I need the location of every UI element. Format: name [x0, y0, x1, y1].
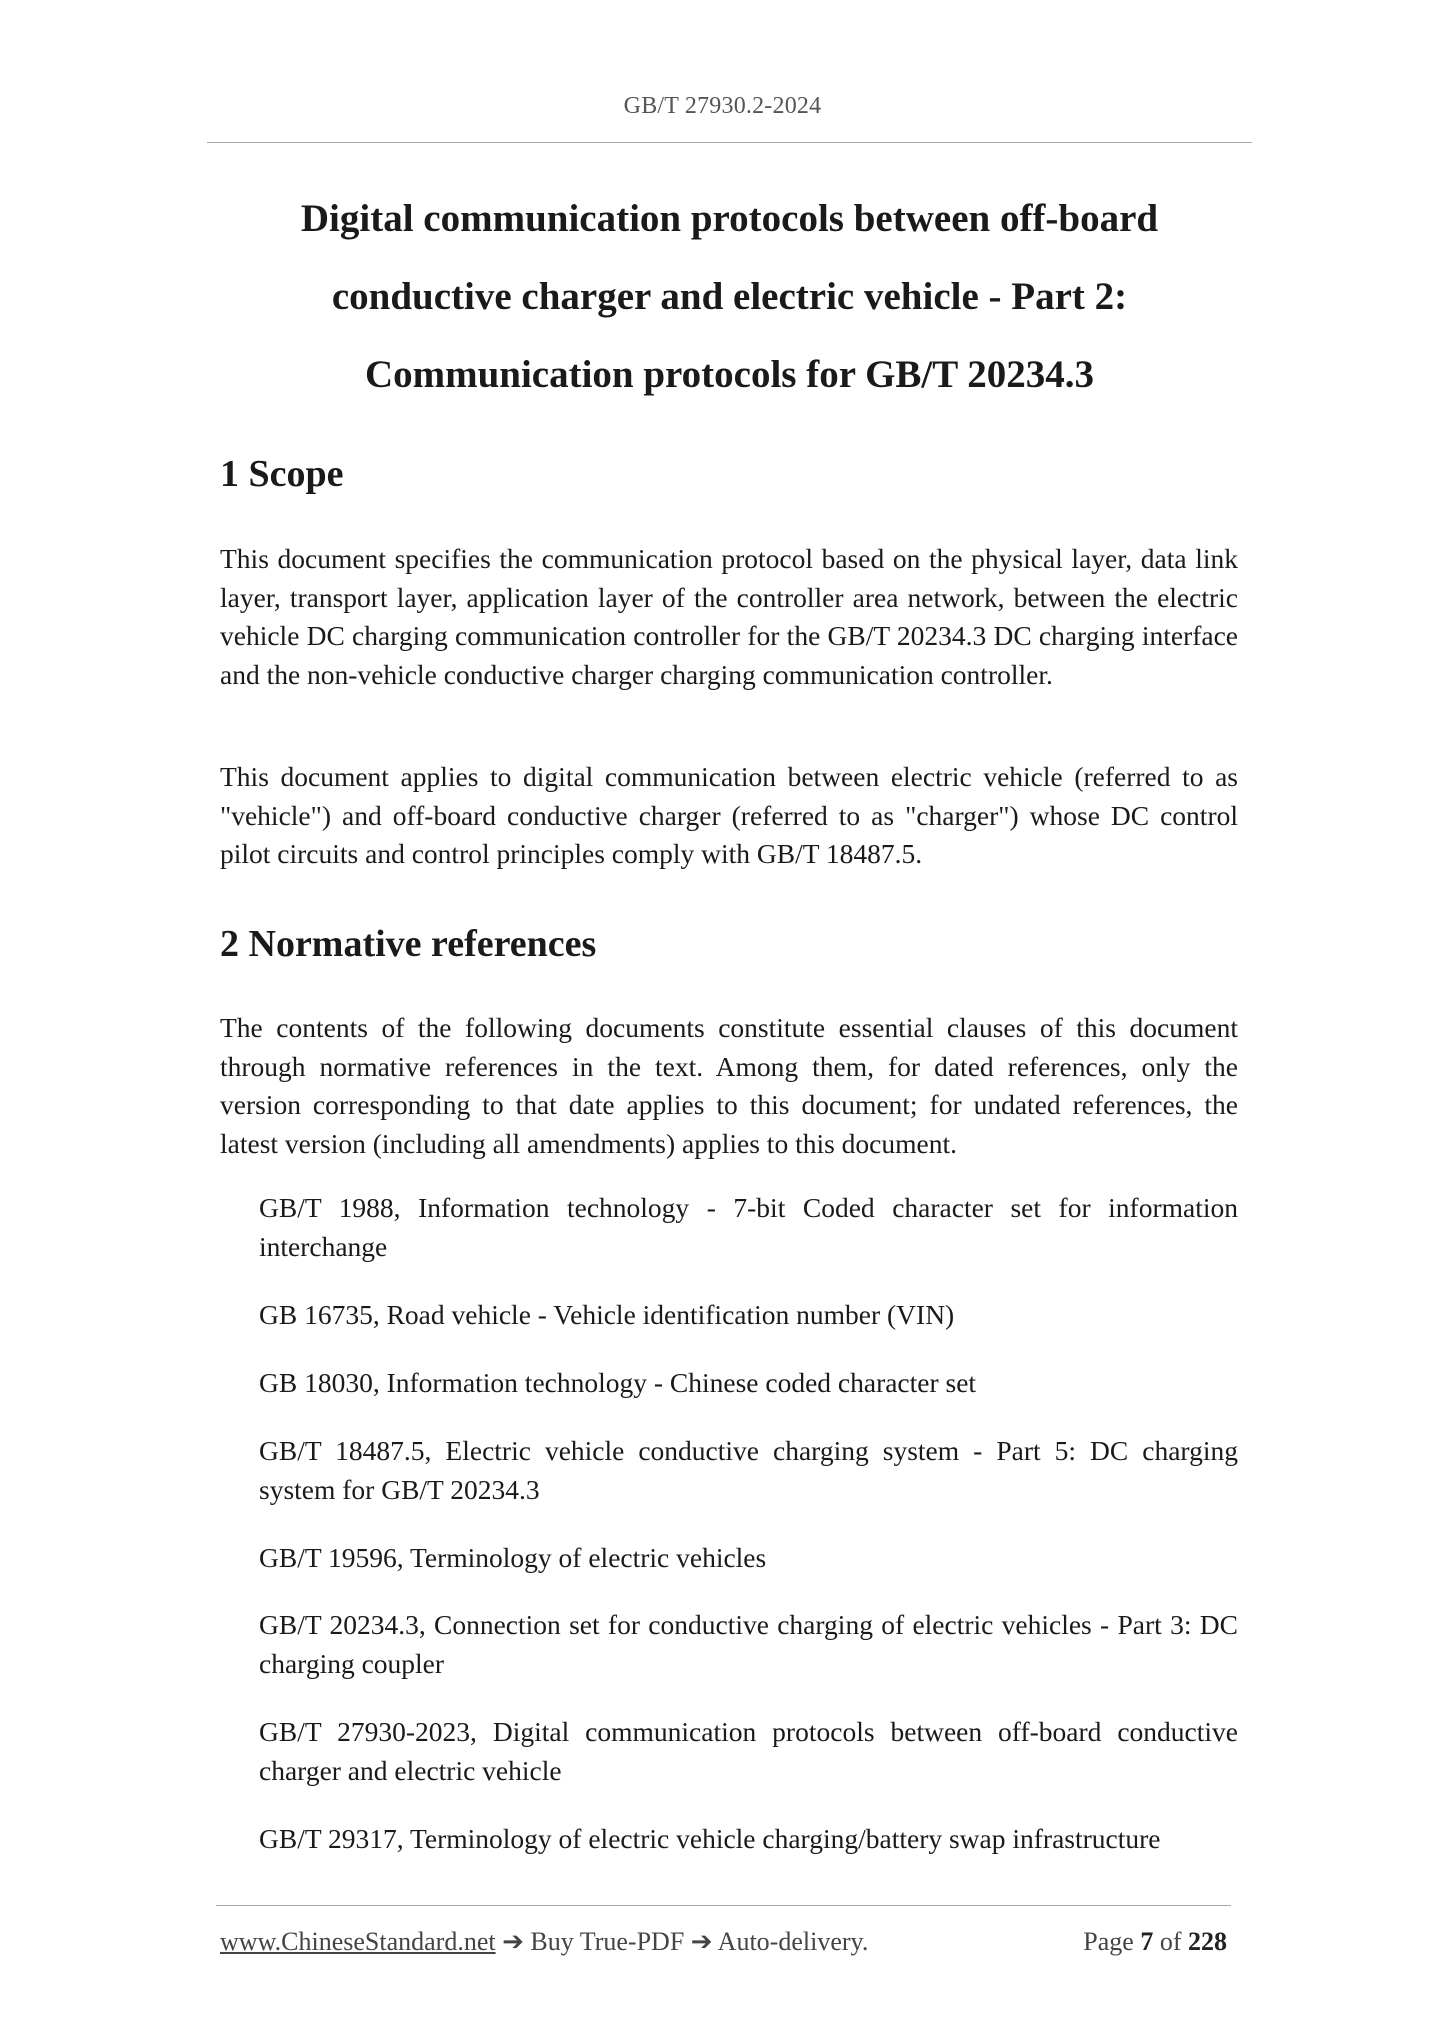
page-label: Page: [1083, 1927, 1134, 1956]
page-total: 228: [1188, 1927, 1227, 1956]
document-title: [207, 180, 1252, 414]
page-number: 7: [1140, 1927, 1154, 1956]
title-line-3: Communication protocols for GB/T 20234.3: [364, 353, 1095, 396]
buy-true-pdf-text: Buy True-PDF: [530, 1927, 685, 1956]
reference-item: GB/T 19596, Terminology of electric vehicles: [259, 1542, 767, 1573]
reference-item: GB/T 1988, Information technology - 7-bit Coded character set for information interchange: [259, 1192, 1238, 1262]
footer-divider: [216, 1905, 1231, 1906]
reference-item: GB/T 29317, Terminology of electric vehicle charging/battery swap infrastructure: [259, 1823, 1161, 1854]
arrow-right-icon: ➔: [690, 1927, 713, 1956]
arrow-right-icon: ➔: [502, 1927, 524, 1956]
header-divider: [207, 142, 1252, 143]
site-link[interactable]: www.ChineseStandard.net: [220, 1927, 496, 1956]
references-intro-paragraph: The contents of the following documents constitute essential clauses of this document through normative references in the text. Among them, for dated references, only the version corresponding to that date applies to this document; for undated references, the latest version (including all amendments) applies to this document.: [220, 1012, 1238, 1159]
reference-item: GB/T 18487.5, Electric vehicle conductive charging system - Part 5: DC charging system for GB/T 20234.3: [259, 1435, 1238, 1505]
running-header: GB/T 27930.2-2024: [623, 93, 822, 119]
title-line-1: Digital communication protocols between off-board: [300, 197, 1159, 240]
section-heading-normative-references: 2 Normative references: [220, 923, 597, 965]
of-label: of: [1159, 1927, 1182, 1956]
scope-paragraph-2: This document applies to digital communication between electric vehicle (referred to as "vehicle") and off-board conductive charger (referred to as "charger") whose DC control pilot circuits and control principles comply with GB/T 18487.5.: [220, 761, 1238, 869]
page-indicator: [1083, 1925, 1227, 1959]
reference-item: GB/T 20234.3, Connection set for conductive charging of electric vehicles - Part 3: DC charging coupler: [259, 1609, 1238, 1679]
reference-item: GB/T 27930-2023, Digital communication protocols between off-board conductive charger and electric vehicle: [259, 1716, 1238, 1786]
reference-item: GB 18030, Information technology - Chinese coded character set: [259, 1367, 977, 1398]
section-heading-scope: 1 Scope: [220, 453, 344, 495]
reference-item: GB 16735, Road vehicle - Vehicle identification number (VIN): [259, 1299, 955, 1330]
auto-delivery-text: Auto-delivery.: [717, 1927, 869, 1956]
title-line-2: conductive charger and electric vehicle - Part 2:: [331, 275, 1128, 318]
footer-promo: [220, 1925, 868, 1959]
scope-paragraph-1: This document specifies the communication protocol based on the physical layer, data link layer, transport layer, application layer of the controller area network, between the electric vehicle DC charging communication controller for the GB/T 20234.3 DC charging interface and the non-vehicle conductive charger charging communication controller.: [220, 543, 1238, 690]
